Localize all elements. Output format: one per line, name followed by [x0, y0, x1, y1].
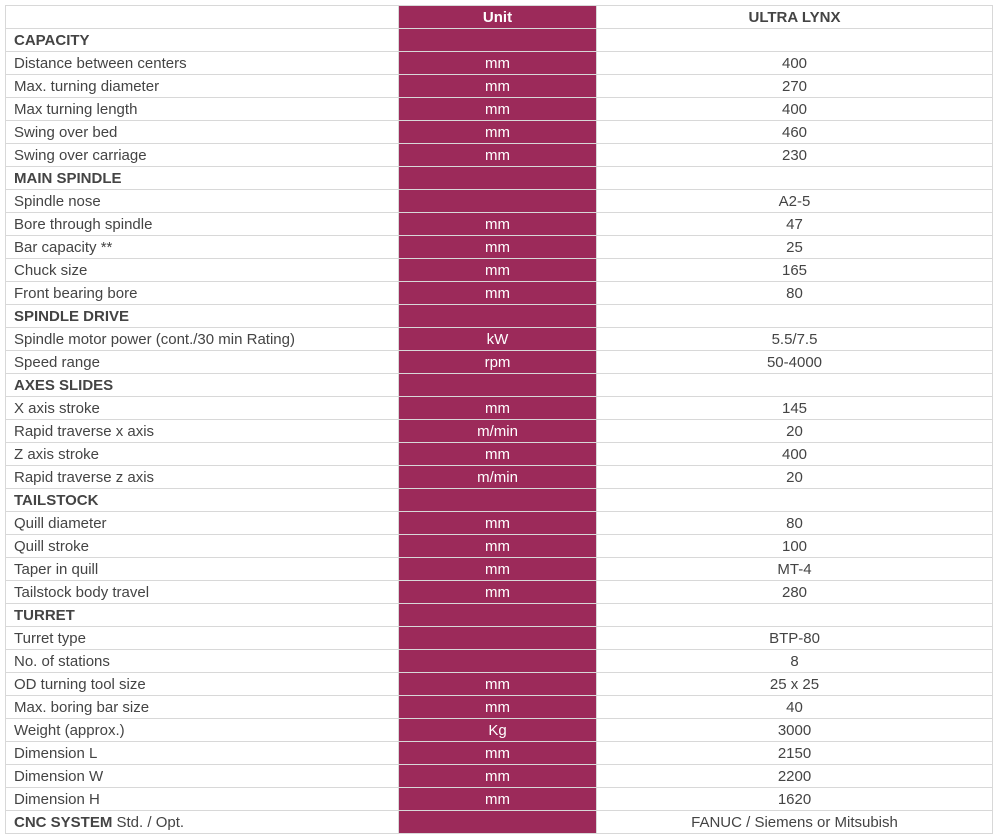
unit-cell: m/min: [399, 420, 597, 443]
unit-cell: mm: [399, 213, 597, 236]
table-row: [6, 213, 993, 236]
table-row: [6, 765, 993, 788]
value-cell: 8: [597, 650, 993, 673]
unit-cell: m/min: [399, 466, 597, 489]
header-unit-cell: Unit: [399, 6, 597, 29]
unit-cell: mm: [399, 673, 597, 696]
table-row: [6, 558, 993, 581]
spec-label: Max turning length: [6, 98, 399, 121]
section-header-row: [6, 604, 993, 627]
section-header-row: [6, 167, 993, 190]
table-row: [6, 236, 993, 259]
spec-label: Bore through spindle: [6, 213, 399, 236]
spec-label: Z axis stroke: [6, 443, 399, 466]
spec-label: Quill stroke: [6, 535, 399, 558]
spec-label: Swing over bed: [6, 121, 399, 144]
unit-cell: [399, 305, 597, 328]
unit-cell: kW: [399, 328, 597, 351]
unit-cell: mm: [399, 282, 597, 305]
table-row: [6, 420, 993, 443]
spec-label: OD turning tool size: [6, 673, 399, 696]
value-cell: [597, 374, 993, 397]
unit-cell: mm: [399, 765, 597, 788]
spec-label: Max. boring bar size: [6, 696, 399, 719]
value-cell: 270: [597, 75, 993, 98]
section-header-row: [6, 29, 993, 52]
unit-cell: mm: [399, 144, 597, 167]
unit-cell: mm: [399, 75, 597, 98]
value-cell: 25 x 25: [597, 673, 993, 696]
table-row: [6, 627, 993, 650]
spec-label: No. of stations: [6, 650, 399, 673]
spec-label: Swing over carriage: [6, 144, 399, 167]
table-row: [6, 673, 993, 696]
unit-cell: mm: [399, 443, 597, 466]
section-title: TAILSTOCK: [6, 489, 399, 512]
value-cell: 165: [597, 259, 993, 282]
table-row: [6, 811, 993, 834]
spec-label: Chuck size: [6, 259, 399, 282]
value-cell: 230: [597, 144, 993, 167]
spec-label: Bar capacity **: [6, 236, 399, 259]
table-row: [6, 75, 993, 98]
spec-label: Dimension L: [6, 742, 399, 765]
value-cell: 280: [597, 581, 993, 604]
cnc-option-label: Std. / Opt.: [112, 813, 185, 831]
table-row: [6, 351, 993, 374]
value-cell: [597, 29, 993, 52]
unit-cell: mm: [399, 696, 597, 719]
value-cell: 400: [597, 443, 993, 466]
section-title: AXES SLIDES: [6, 374, 399, 397]
spec-label: Max. turning diameter: [6, 75, 399, 98]
section-header-row: [6, 305, 993, 328]
value-cell: 80: [597, 512, 993, 535]
unit-cell: mm: [399, 581, 597, 604]
spec-label: Tailstock body travel: [6, 581, 399, 604]
value-cell: 40: [597, 696, 993, 719]
table-row: [6, 719, 993, 742]
value-cell: 3000: [597, 719, 993, 742]
cnc-system-label: CNC SYSTEM: [14, 813, 113, 831]
value-cell: 2150: [597, 742, 993, 765]
value-cell: 47: [597, 213, 993, 236]
value-cell: 80: [597, 282, 993, 305]
value-cell: 25: [597, 236, 993, 259]
value-cell: 50-4000: [597, 351, 993, 374]
spec-label: X axis stroke: [6, 397, 399, 420]
value-cell: 400: [597, 98, 993, 121]
table-row: [6, 696, 993, 719]
section-title: SPINDLE DRIVE: [6, 305, 399, 328]
table-row: [6, 466, 993, 489]
unit-cell: [399, 489, 597, 512]
spec-label: Spindle nose: [6, 190, 399, 213]
section-header-row: [6, 374, 993, 397]
unit-cell: mm: [399, 52, 597, 75]
table-row: [6, 535, 993, 558]
cnc-system-label-cell: [6, 811, 399, 834]
spec-label: Dimension H: [6, 788, 399, 811]
value-cell: [597, 305, 993, 328]
value-cell: [597, 167, 993, 190]
section-title: MAIN SPINDLE: [6, 167, 399, 190]
table-row: [6, 512, 993, 535]
spec-label: Dimension W: [6, 765, 399, 788]
table-row: [6, 259, 993, 282]
unit-cell: mm: [399, 98, 597, 121]
value-cell: 5.5/7.5: [597, 328, 993, 351]
table-row: [6, 328, 993, 351]
unit-cell: [399, 811, 597, 834]
table-row: [6, 144, 993, 167]
header-label-cell: [6, 6, 399, 29]
table-row: [6, 282, 993, 305]
value-cell: 20: [597, 466, 993, 489]
spec-label: Weight (approx.): [6, 719, 399, 742]
table-row: [6, 52, 993, 75]
table-row: [6, 397, 993, 420]
unit-cell: mm: [399, 742, 597, 765]
value-cell: 100: [597, 535, 993, 558]
value-cell: 2200: [597, 765, 993, 788]
value-cell: FANUC / Siemens or Mitsubish: [597, 811, 993, 834]
table-row: [6, 650, 993, 673]
section-title: CAPACITY: [6, 29, 399, 52]
table-row: [6, 190, 993, 213]
spec-label: Quill diameter: [6, 512, 399, 535]
spec-label: Taper in quill: [6, 558, 399, 581]
unit-cell: mm: [399, 558, 597, 581]
unit-cell: mm: [399, 259, 597, 282]
table-row: [6, 788, 993, 811]
unit-cell: Kg: [399, 719, 597, 742]
section-title: TURRET: [6, 604, 399, 627]
value-cell: 1620: [597, 788, 993, 811]
unit-cell: mm: [399, 397, 597, 420]
table-row: [6, 742, 993, 765]
spec-label: Turret type: [6, 627, 399, 650]
value-cell: 145: [597, 397, 993, 420]
spec-label: Front bearing bore: [6, 282, 399, 305]
section-header-row: [6, 489, 993, 512]
value-cell: [597, 604, 993, 627]
unit-cell: [399, 627, 597, 650]
unit-cell: mm: [399, 788, 597, 811]
unit-cell: mm: [399, 535, 597, 558]
value-cell: 460: [597, 121, 993, 144]
value-cell: MT-4: [597, 558, 993, 581]
unit-cell: [399, 650, 597, 673]
unit-cell: mm: [399, 121, 597, 144]
value-cell: [597, 489, 993, 512]
unit-cell: [399, 29, 597, 52]
value-cell: A2-5: [597, 190, 993, 213]
spec-table-body: [6, 6, 993, 834]
value-cell: 400: [597, 52, 993, 75]
table-row: [6, 581, 993, 604]
unit-cell: mm: [399, 236, 597, 259]
table-row: [6, 98, 993, 121]
header-model-cell: ULTRA LYNX: [597, 6, 993, 29]
unit-cell: mm: [399, 512, 597, 535]
spec-label: Speed range: [6, 351, 399, 374]
unit-cell: [399, 604, 597, 627]
table-row: [6, 121, 993, 144]
value-cell: BTP-80: [597, 627, 993, 650]
value-cell: 20: [597, 420, 993, 443]
unit-cell: [399, 374, 597, 397]
spec-label: Distance between centers: [6, 52, 399, 75]
spec-label: Spindle motor power (cont./30 min Rating): [6, 328, 399, 351]
unit-cell: [399, 167, 597, 190]
spec-label: Rapid traverse z axis: [6, 466, 399, 489]
unit-cell: rpm: [399, 351, 597, 374]
table-header-row: [6, 6, 993, 29]
unit-cell: [399, 190, 597, 213]
table-row: [6, 443, 993, 466]
spec-label: Rapid traverse x axis: [6, 420, 399, 443]
spec-table: [5, 5, 993, 834]
